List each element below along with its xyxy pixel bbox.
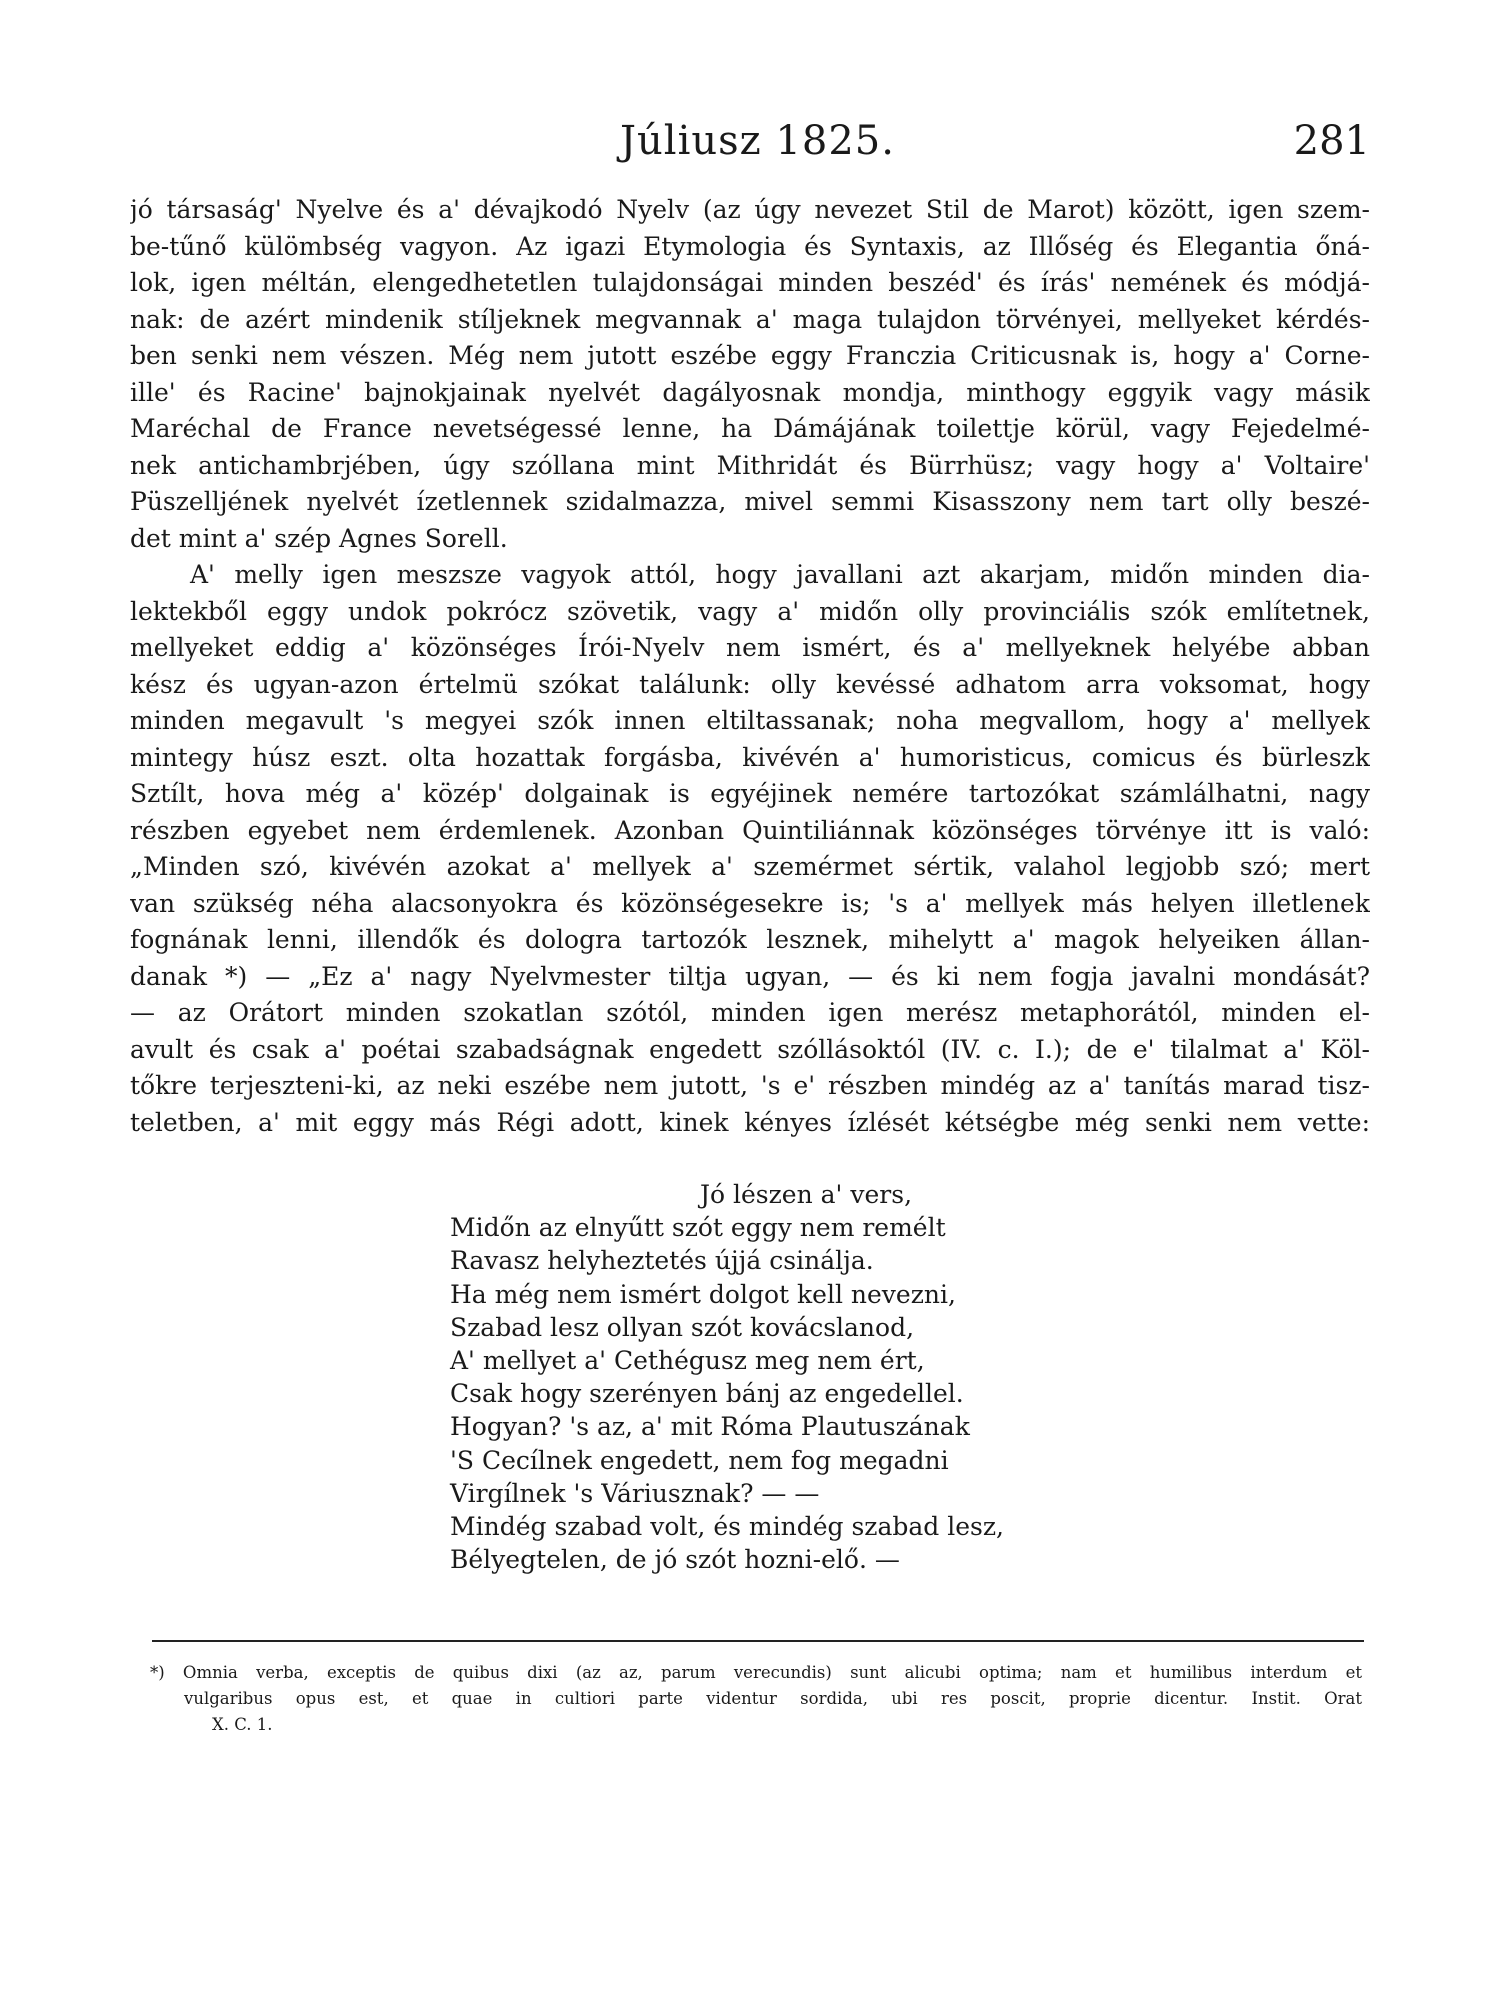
footnote-line: X. C. 1. (212, 1715, 273, 1734)
text-line: ben senki nem vészen. Még nem jutott eszébe eggy Franczia Criticusnak is, hogy a' Corne- (130, 341, 1370, 370)
verse-line: Bélyegtelen, de jó szót hozni-elő. — (450, 1545, 900, 1575)
text-line: mellyeket eddig a' közönséges Írói-Nyelv nem ismért, és a' mellyeknek helyébe abban (130, 633, 1370, 662)
text-line: van szükség néha alacsonyokra és közönségesekre is; 's a' mellyek más helyen illetlenek (130, 888, 1370, 918)
page-header (130, 118, 1370, 178)
verse-line: Hogyan? 's az, a' mit Róma Plautuszának (450, 1412, 970, 1442)
verse-line: 'S Cecílnek engedett, nem fog megadni (450, 1445, 949, 1475)
text-line: avult és csak a' poétai szabadságnak engedett szóllásoktól (IV. c. I.); de e' tilalmat a' Köl- (130, 1034, 1370, 1064)
text-line: Sztílt, hova még a' közép' dolgainak is egyéjinek nemére tartozókat számlálhatni, nagy (130, 779, 1370, 808)
text-line: Maréchal de France nevetségessé lenne, ha Dámájának toilettje körül, vagy Fejedelmé- (130, 414, 1370, 443)
text-line: be-tűnő külömbség vagyon. Az igazi Etymologia és Syntaxis, az Illőség és Elegantia őná- (130, 231, 1370, 261)
verse-line: Mindég szabad volt, és mindég szabad lesz, (450, 1511, 1004, 1541)
footnote (150, 1660, 1362, 1738)
footnote-divider (152, 1640, 1364, 1642)
text-line: danak *) — „Ez a' nagy Nyelvmester tiltja ugyan, — és ki nem fogja javalni mondását? (130, 961, 1370, 991)
text-line: lok, igen méltán, elengedhetetlen tulajdonságai minden beszéd' és írás' nemének és módjá- (130, 268, 1370, 297)
text-line: nak: de azért mindenik stíljeknek megvannak a' maga tulajdon törvényei, mellyeket kérdés- (130, 304, 1370, 334)
text-line: ille' és Racine' bajnokjainak nyelvét dagályosnak mondja, minthogy eggyik vagy másik (130, 377, 1370, 407)
running-title: Júliusz 1825. (620, 118, 895, 164)
verse-line: Ha még nem ismért dolgot kell nevezni, (450, 1279, 956, 1309)
verse-line: Virgílnek 's Váriusznak? — — (450, 1478, 820, 1508)
verse-line: Csak hogy szerényen bánj az engedellel. (450, 1379, 964, 1409)
verse-line: Jó lészen a' vers, (700, 1180, 913, 1209)
text-line: kész és ugyan-azon értelmü szókat találunk: olly kevéssé adhatom arra voksomat, hogy (130, 669, 1370, 699)
text-line: teletben, a' mit eggy más Régi adott, kinek kényes ízlését kétségbe még senki nem vette: (130, 1107, 1370, 1137)
text-line: Püszelljének nyelvét ízetlennek szidalmazza, mivel semmi Kisasszony nem tart olly beszé- (130, 487, 1370, 516)
text-line: mintegy húsz eszt. olta hozattak forgásba, kivévén a' humoristicus, comicus és bürleszk (130, 742, 1370, 772)
verse-quote (450, 1178, 1100, 1576)
text-line: A' melly igen meszsze vagyok attól, hogy javallani azt akarjam, midőn minden dia- (190, 560, 1370, 589)
text-line: tőkre terjeszteni-ki, az neki eszébe nem jutott, 's e' részben mindég az a' tanítás marad tisz- (130, 1071, 1370, 1100)
verse-line: Szabad lesz ollyan szót kovácslanod, (450, 1312, 915, 1342)
text-line: jó társaság' Nyelve és a' dévajkodó Nyelv (az úgy nevezet Stil de Marot) között, igen szem- (130, 195, 1370, 224)
footnote-line: vulgaribus opus est, et quae in cultiori parte videntur sordida, ubi res poscit, proprie dicentur. Instit. Orat (184, 1689, 1362, 1708)
text-line: — az Orátort minden szokatlan szótól, minden igen merész metaphorától, minden el- (130, 998, 1370, 1027)
text-line: det mint a' szép Agnes Sorell. (130, 523, 508, 553)
text-line: „Minden szó, kivévén azokat a' mellyek a' szemérmet sértik, valahol legjobb szó; mert (130, 852, 1370, 881)
verse-line: Ravasz helyheztetés újjá csinálja. (450, 1246, 874, 1276)
text-line: lektekből eggy undok pokrócz szövetik, vagy a' midőn olly provinciális szók említetnek, (130, 596, 1370, 626)
text-line: fognának lenni, illendők és dologra tartozók lesznek, mihelytt a' magok helyeiken állan- (130, 925, 1370, 954)
text-line: minden megavult 's megyei szók innen eltiltassanak; noha megvallom, hogy a' mellyek (130, 706, 1370, 735)
text-line: részben egyebet nem érdemlenek. Azonban Quintiliánnak közönséges törvénye itt is való: (130, 815, 1370, 845)
verse-line: A' mellyet a' Cethégusz meg nem ért, (450, 1345, 925, 1375)
footnote-line: *) Omnia verba, exceptis de quibus dixi (az az, parum verecundis) sunt alicubi optima; nam et humilibus interdum et (150, 1663, 1362, 1682)
text-line: nek antichambrjében, úgy szóllana mint Mithridát és Bürrhüsz; vagy hogy a' Voltaire' (130, 450, 1370, 480)
page-number: 281 (1293, 118, 1370, 164)
body-text (130, 192, 1370, 1141)
verse-line: Midőn az elnyűtt szót eggy nem remélt (450, 1213, 946, 1243)
